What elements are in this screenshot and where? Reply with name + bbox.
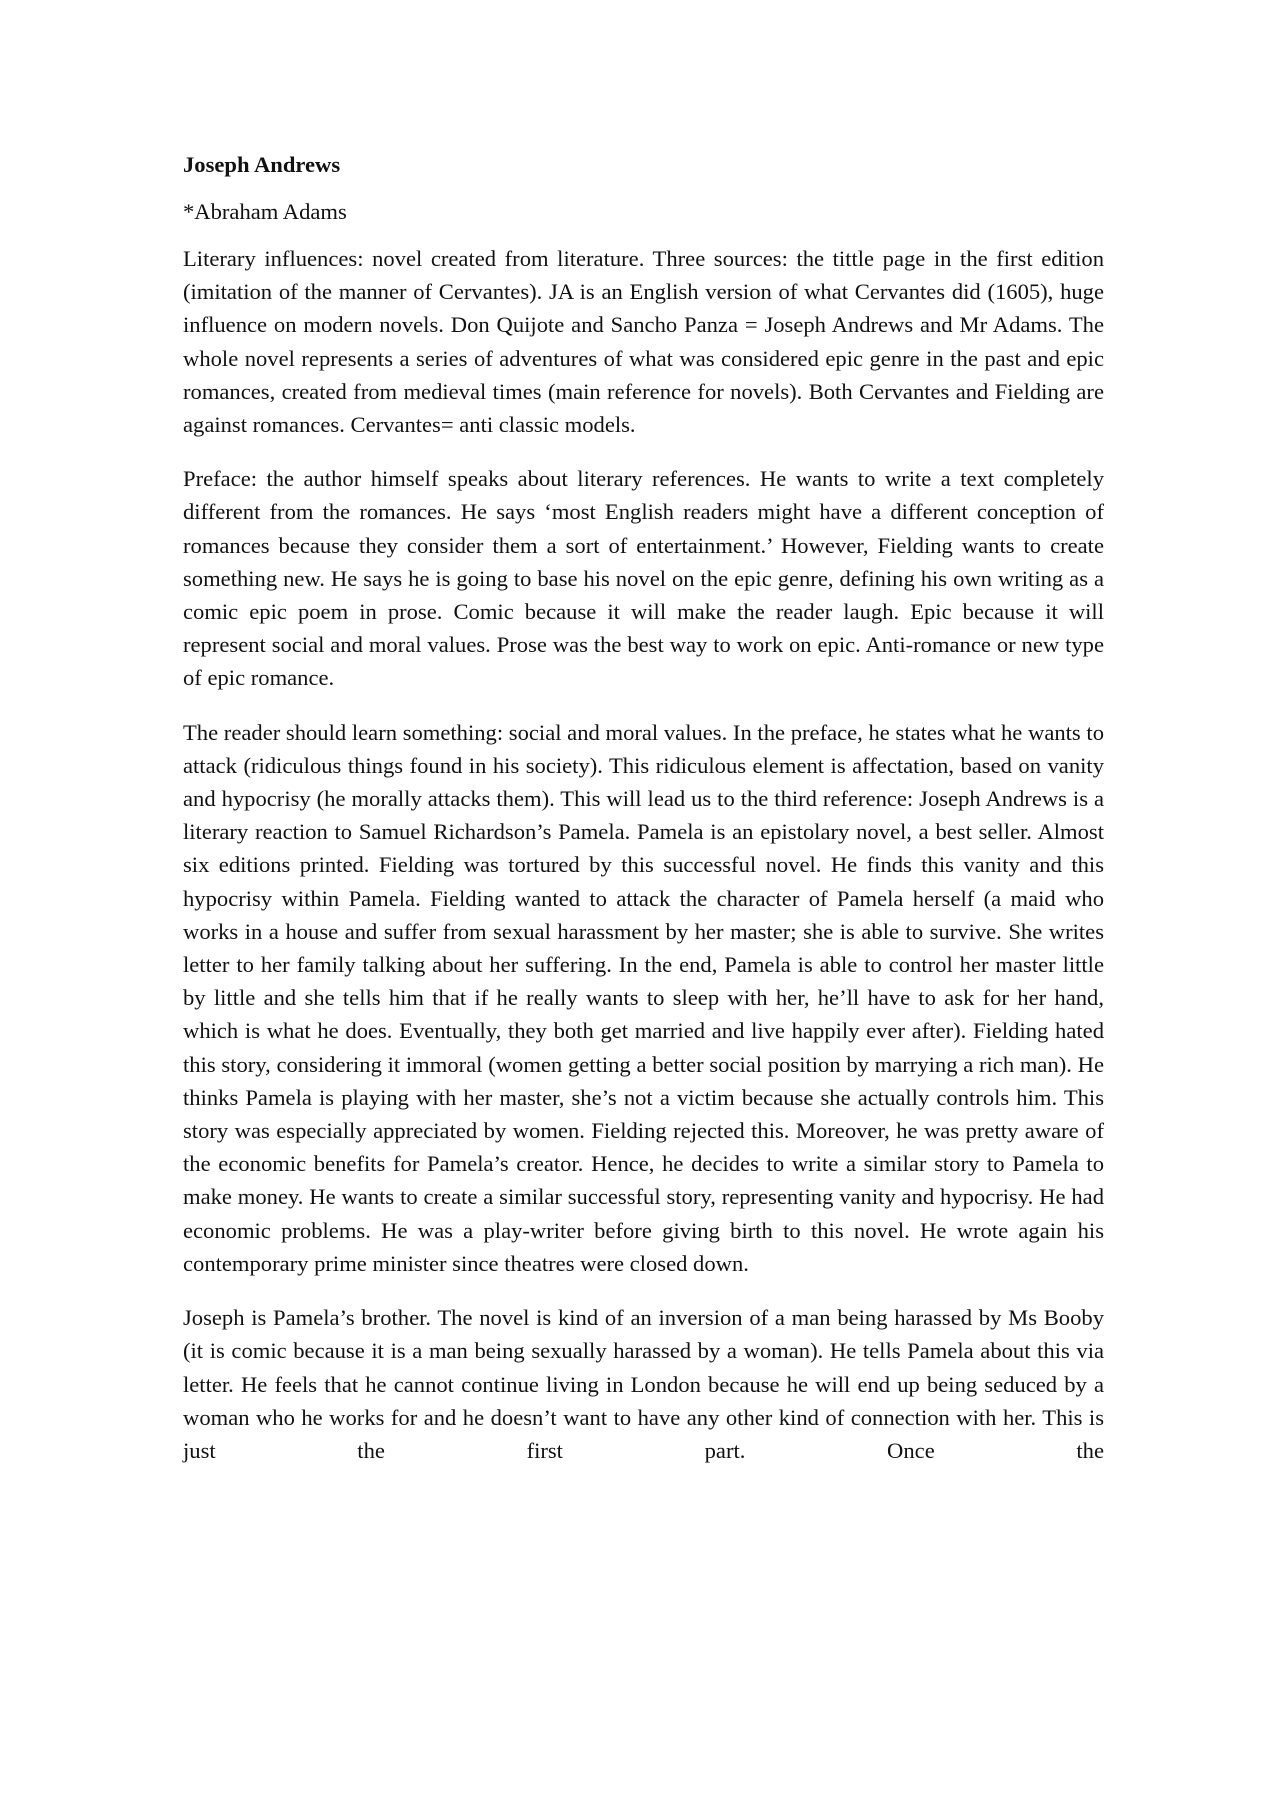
document-subtitle: *Abraham Adams bbox=[183, 199, 347, 224]
document-body bbox=[183, 148, 1104, 1467]
paragraph-preface: Preface: the author himself speaks about literary references. He wants to write a text completely different from the romances. He says ‘most English readers might have a different conception of romances because they consider them a sort of entertainment.’ However, Fielding wants to create something new. He says he is going to base his novel on the epic genre, defining his own writing as a comic epic poem in prose. Comic because it will make the reader laugh. Epic because it will represent social and moral values. Prose was the best way to work on epic. Anti-romance or new type of epic romance. bbox=[183, 466, 1104, 691]
paragraph-social-moral-values: The reader should learn something: social and moral values. In the preface, he states what he wants to attack (ridiculous things found in his society). This ridiculous element is affectation, based on vanity and hypocrisy (he morally attacks them). This will lead us to the third reference: Joseph Andrews is a literary reaction to Samuel Richardson’s Pamela. Pamela is an epistolary novel, a best seller. Almost six editions printed. Fielding was tortured by this successful novel. He finds this vanity and this hypocrisy within Pamela. Fielding wanted to attack the character of Pamela herself (a maid who works in a house and suffer from sexual harassment by her master; she is able to survive. She writes letter to her family talking about her suffering. In the end, Pamela is able to control her master little by little and she tells him that if he really wants to sleep with her, he’ll have to ask for her hand, which is what he does. Eventually, they both get married and live happily ever after). Fielding hated this story, considering it immoral (women getting a better social position by marrying a rich man). He thinks Pamela is playing with her master, she’s not a victim because she actually controls him. This story was especially appreciated by women. Fielding rejected this. Moreover, he was pretty aware of the economic benefits for Pamela’s creator. Hence, he decides to write a similar story to Pamela to make money. He wants to create a similar successful story, representing vanity and hypocrisy. He had economic problems. He was a play-writer before giving birth to this novel. He wrote again his contemporary prime minister since theatres were closed down. bbox=[183, 719, 1104, 1276]
paragraph-joseph-pamela-brother: Joseph is Pamela’s brother. The novel is kind of an inversion of a man being harassed by Ms Booby (it is comic because it is a man being sexually harassed by a woman). He tells Pamela about this via letter. He feels that he cannot continue living in London because he will end up being seduced by a woman who he works for and he doesn’t want to have any other kind of connection with her. This is just the first part. Once the bbox=[183, 1305, 1104, 1463]
paragraph-literary-influences: Literary influences: novel created from literature. Three sources: the tittle page in the first edition (imitation of the manner of Cervantes). JA is an English version of what Cervantes did (1605), huge influence on modern novels. Don Quijote and Sancho Panza = Joseph Andrews and Mr Adams. The whole novel represents a series of adventures of what was considered epic genre in the past and epic romances, created from medieval times (main reference for novels). Both Cervantes and Fielding are against romances. Cervantes= anti classic models. bbox=[183, 246, 1104, 438]
document-title: Joseph Andrews bbox=[183, 152, 341, 177]
